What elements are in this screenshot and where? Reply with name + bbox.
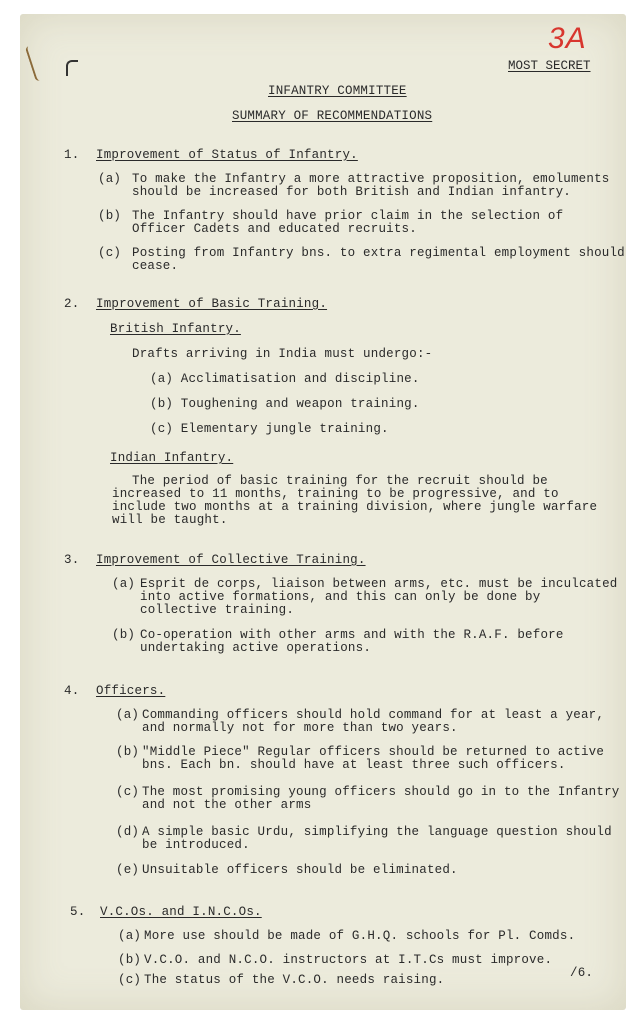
item-line: Commanding officers should hold command for at least a year, (142, 708, 605, 722)
item-line: The most promising young officers should go in to the Infantry (142, 785, 620, 799)
punch-hole (66, 60, 78, 76)
intro-line: Drafts arriving in India must undergo:- (132, 347, 433, 361)
item-line: be introduced. (142, 838, 250, 852)
item-label: (a) (118, 929, 142, 943)
committee-title: INFANTRY COMMITTEE (268, 84, 407, 98)
list-item: (c) Elementary jungle training. (150, 422, 389, 436)
paragraph-line: increased to 11 months, training to be progressive, and to (112, 487, 559, 501)
item-label: (c) (116, 785, 140, 799)
folio-number: 3A (548, 22, 587, 55)
item-line: and not the other arms (142, 798, 312, 812)
item-line: Co-operation with other arms and with the R.A.F. before (140, 628, 564, 642)
section-number: 1. (64, 148, 80, 162)
item-line: Esprit de corps, liaison between arms, etc. must be inculcated (140, 577, 618, 591)
document-page (20, 14, 626, 1010)
list-item: (a) Acclimatisation and discipline. (150, 372, 420, 386)
item-line: Unsuitable officers should be eliminated. (142, 863, 458, 877)
section-heading: Improvement of Status of Infantry. (96, 148, 358, 162)
list-item: (b) Toughening and weapon training. (150, 397, 420, 411)
item-line: collective training. (140, 603, 295, 617)
item-line: The status of the V.C.O. needs raising. (144, 973, 445, 987)
item-line: cease. (132, 259, 179, 273)
item-line: Officer Cadets and educated recruits. (132, 222, 417, 236)
item-line: bns. Each bn. should have at least three such officers. (142, 758, 566, 772)
section-number: 5. (70, 905, 86, 919)
section-heading: V.C.Os. and I.N.C.Os. (100, 905, 262, 919)
section-heading: Improvement of Collective Training. (96, 553, 366, 567)
section-number: 4. (64, 684, 80, 698)
item-line: into active formations, and this can only be done by (140, 590, 541, 604)
section-number: 2. (64, 297, 80, 311)
item-line: V.C.O. and N.C.O. instructors at I.T.Cs must improve. (144, 953, 553, 967)
item-line: To make the Infantry a more attractive proposition, emoluments (132, 172, 610, 186)
item-label: (b) (116, 745, 140, 759)
summary-title: SUMMARY OF RECOMMENDATIONS (232, 109, 433, 123)
paragraph-line: include two months at a training division, where jungle warfare (112, 500, 598, 514)
item-label: (e) (116, 863, 140, 877)
section-number: 3. (64, 553, 80, 567)
item-label: (a) (98, 172, 122, 186)
item-label: (a) (116, 708, 140, 722)
item-line: A simple basic Urdu, simplifying the language question should (142, 825, 612, 839)
item-label: (c) (98, 246, 122, 260)
item-label: (c) (118, 973, 142, 987)
treasury-tag (25, 42, 51, 81)
section-heading: Officers. (96, 684, 166, 698)
item-label: (b) (98, 209, 122, 223)
item-line: "Middle Piece" Regular officers should be returned to active (142, 745, 605, 759)
item-label: (a) (112, 577, 136, 591)
paragraph-line: The period of basic training for the recruit should be (132, 474, 548, 488)
item-line: More use should be made of G.H.Q. schools for Pl. Comds. (144, 929, 576, 943)
continuation-marker: /6. (570, 966, 594, 980)
paragraph-line: will be taught. (112, 513, 228, 527)
item-line: The Infantry should have prior claim in the selection of (132, 209, 564, 223)
item-line: undertaking active operations. (140, 641, 372, 655)
subheading: British Infantry. (110, 322, 241, 336)
item-label: (b) (118, 953, 142, 967)
section-heading: Improvement of Basic Training. (96, 297, 328, 311)
item-label: (b) (112, 628, 136, 642)
subheading: Indian Infantry. (110, 451, 234, 465)
item-line: and normally not for more than two years. (142, 721, 458, 735)
classification-marking: MOST SECRET (508, 59, 591, 73)
item-line: Posting from Infantry bns. to extra regimental employment should (132, 246, 625, 260)
item-label: (d) (116, 825, 140, 839)
item-line: should be increased for both British and Indian infantry. (132, 185, 571, 199)
